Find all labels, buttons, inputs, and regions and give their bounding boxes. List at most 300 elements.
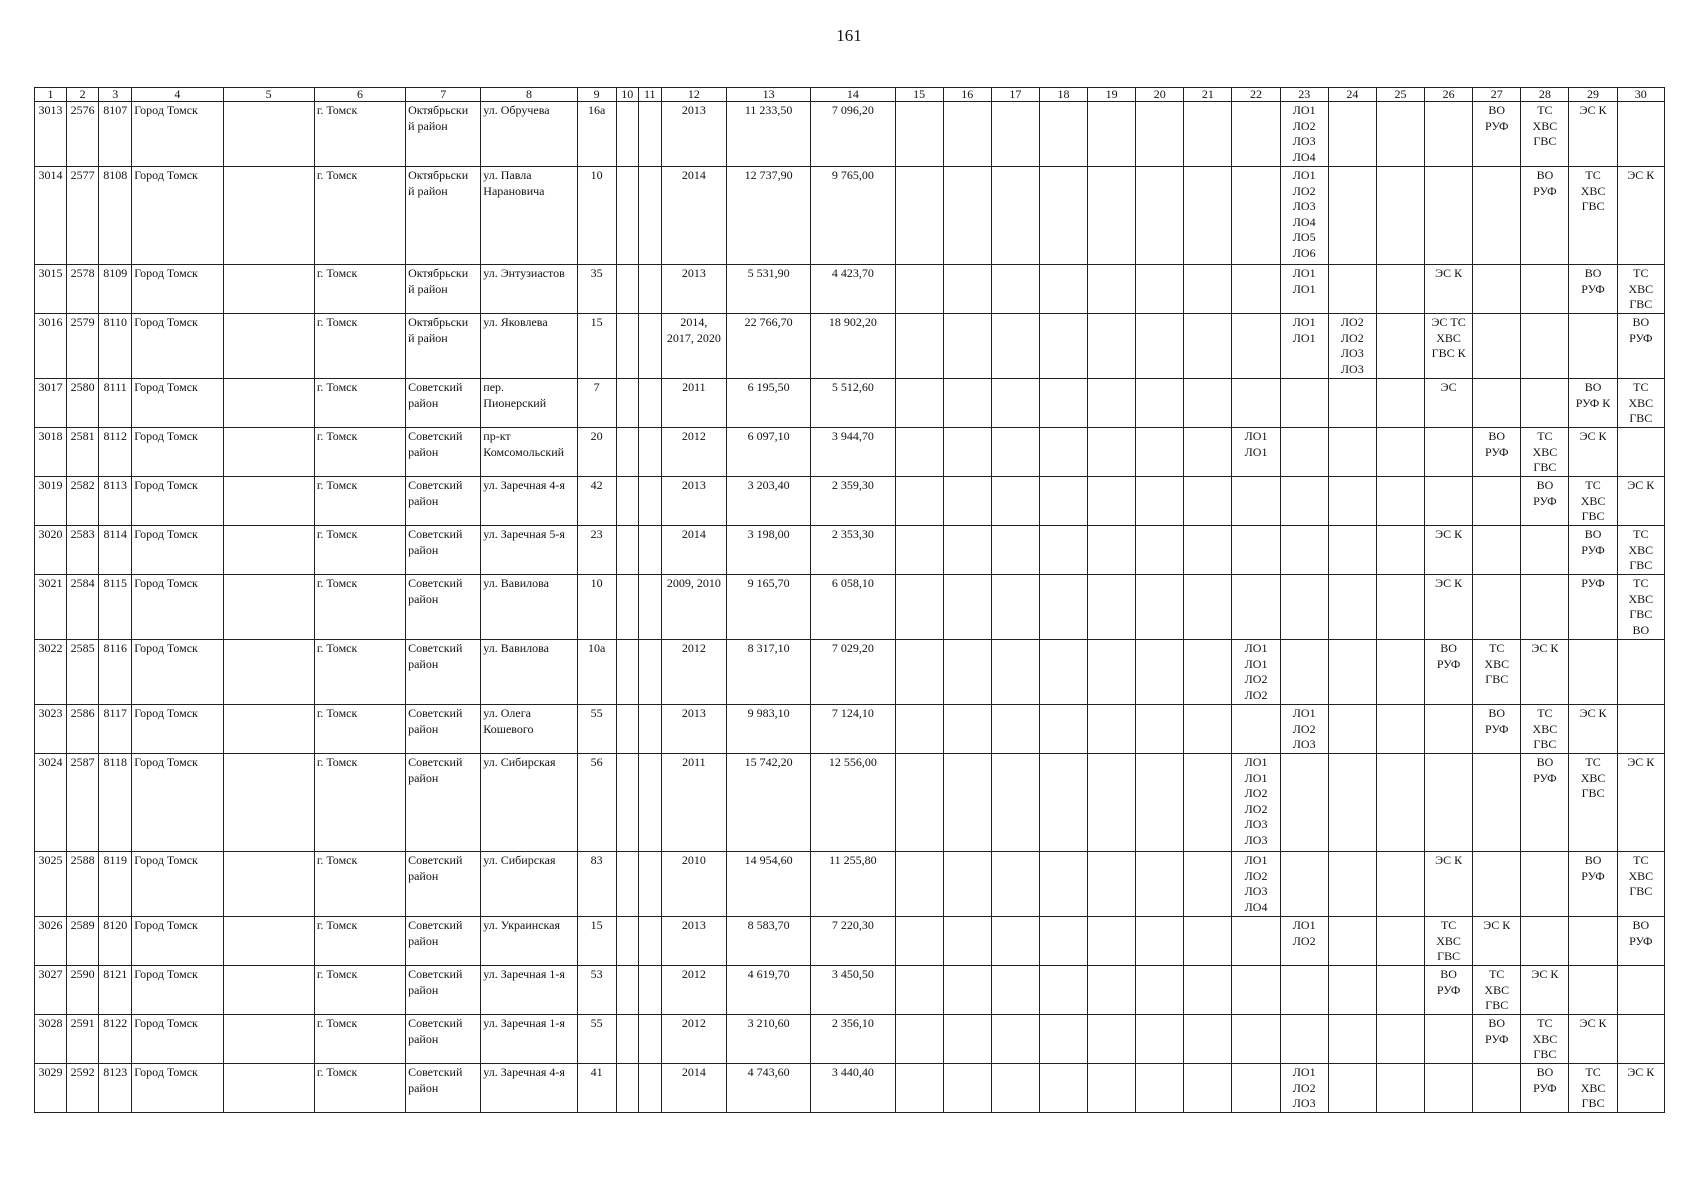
cell-col-3: 8107 bbox=[99, 102, 132, 167]
cell-col-13: 6 195,50 bbox=[727, 379, 811, 428]
cell-col-7: Советский район bbox=[406, 1015, 481, 1064]
cell-col-18 bbox=[1039, 167, 1087, 265]
cell-col-3: 8108 bbox=[99, 167, 132, 265]
cell-col-28: ВО РУФ bbox=[1521, 754, 1569, 852]
cell-col-1: 3023 bbox=[35, 705, 67, 754]
cell-col-29: ЭС К bbox=[1569, 705, 1617, 754]
cell-col-27: ВО РУФ bbox=[1473, 428, 1521, 477]
cell-col-25 bbox=[1376, 754, 1424, 852]
cell-col-8: ул. Сибирская bbox=[481, 754, 577, 852]
cell-col-25 bbox=[1376, 314, 1424, 379]
cell-col-24 bbox=[1328, 966, 1376, 1015]
cell-col-30: ТС ХВС ГВС bbox=[1617, 265, 1664, 314]
cell-col-24 bbox=[1328, 852, 1376, 917]
cell-col-30: ТС ХВС ГВС bbox=[1617, 852, 1664, 917]
cell-col-5 bbox=[223, 1015, 314, 1064]
cell-col-24 bbox=[1328, 1064, 1376, 1113]
cell-col-21 bbox=[1184, 314, 1232, 379]
cell-col-7: Октябрьски й район bbox=[406, 265, 481, 314]
cell-col-8: ул. Заречная 4-я bbox=[481, 1064, 577, 1113]
column-header-4: 4 bbox=[132, 88, 223, 102]
cell-col-15 bbox=[895, 917, 943, 966]
cell-col-15 bbox=[895, 477, 943, 526]
cell-col-22: ЛО1 ЛО1 ЛО2 ЛО2 bbox=[1232, 640, 1280, 705]
cell-col-13: 22 766,70 bbox=[727, 314, 811, 379]
cell-col-18 bbox=[1039, 917, 1087, 966]
cell-col-17 bbox=[991, 102, 1039, 167]
cell-col-7: Советский район bbox=[406, 852, 481, 917]
cell-col-14: 2 356,10 bbox=[811, 1015, 895, 1064]
cell-col-13: 4 743,60 bbox=[727, 1064, 811, 1113]
cell-col-4: Город Томск bbox=[132, 1015, 223, 1064]
cell-col-6: г. Томск bbox=[314, 852, 405, 917]
cell-col-9: 41 bbox=[577, 1064, 616, 1113]
cell-col-28 bbox=[1521, 314, 1569, 379]
cell-col-12: 2013 bbox=[661, 917, 726, 966]
table-row bbox=[35, 852, 1665, 917]
cell-col-18 bbox=[1039, 428, 1087, 477]
cell-col-23 bbox=[1280, 477, 1328, 526]
cell-col-14: 11 255,80 bbox=[811, 852, 895, 917]
cell-col-29: ТС ХВС ГВС bbox=[1569, 167, 1617, 265]
cell-col-25 bbox=[1376, 705, 1424, 754]
cell-col-9: 10 bbox=[577, 167, 616, 265]
cell-col-29 bbox=[1569, 917, 1617, 966]
cell-col-23 bbox=[1280, 852, 1328, 917]
cell-col-20 bbox=[1136, 754, 1184, 852]
cell-col-2: 2582 bbox=[67, 477, 99, 526]
cell-col-2: 2588 bbox=[67, 852, 99, 917]
cell-col-22 bbox=[1232, 1064, 1280, 1113]
cell-col-29: ВО РУФ bbox=[1569, 852, 1617, 917]
cell-col-8: ул. Заречная 1-я bbox=[481, 1015, 577, 1064]
cell-col-8: пер. Пионерский bbox=[481, 379, 577, 428]
cell-col-16 bbox=[943, 379, 991, 428]
cell-col-16 bbox=[943, 167, 991, 265]
cell-col-28: ВО РУФ bbox=[1521, 167, 1569, 265]
cell-col-10 bbox=[616, 379, 638, 428]
cell-col-10 bbox=[616, 1064, 638, 1113]
cell-col-23 bbox=[1280, 1015, 1328, 1064]
cell-col-22 bbox=[1232, 477, 1280, 526]
cell-col-17 bbox=[991, 966, 1039, 1015]
cell-col-5 bbox=[223, 966, 314, 1015]
cell-col-21 bbox=[1184, 1015, 1232, 1064]
cell-col-28 bbox=[1521, 265, 1569, 314]
cell-col-17 bbox=[991, 754, 1039, 852]
table-row bbox=[35, 966, 1665, 1015]
cell-col-17 bbox=[991, 1015, 1039, 1064]
cell-col-2: 2576 bbox=[67, 102, 99, 167]
cell-col-7: Советский район bbox=[406, 379, 481, 428]
cell-col-9: 55 bbox=[577, 705, 616, 754]
cell-col-1: 3017 bbox=[35, 379, 67, 428]
cell-col-18 bbox=[1039, 526, 1087, 575]
cell-col-19 bbox=[1088, 1064, 1136, 1113]
cell-col-18 bbox=[1039, 640, 1087, 705]
cell-col-10 bbox=[616, 754, 638, 852]
cell-col-9: 42 bbox=[577, 477, 616, 526]
cell-col-2: 2584 bbox=[67, 575, 99, 640]
cell-col-4: Город Томск bbox=[132, 167, 223, 265]
cell-col-4: Город Томск bbox=[132, 1064, 223, 1113]
cell-col-9: 83 bbox=[577, 852, 616, 917]
cell-col-8: ул. Олега Кошевого bbox=[481, 705, 577, 754]
cell-col-6: г. Томск bbox=[314, 966, 405, 1015]
cell-col-24 bbox=[1328, 575, 1376, 640]
cell-col-22 bbox=[1232, 167, 1280, 265]
cell-col-22 bbox=[1232, 575, 1280, 640]
cell-col-17 bbox=[991, 852, 1039, 917]
cell-col-11 bbox=[638, 1064, 661, 1113]
cell-col-28 bbox=[1521, 575, 1569, 640]
cell-col-20 bbox=[1136, 477, 1184, 526]
cell-col-15 bbox=[895, 575, 943, 640]
cell-col-12: 2012 bbox=[661, 428, 726, 477]
cell-col-10 bbox=[616, 640, 638, 705]
cell-col-30: ЭС К bbox=[1617, 1064, 1664, 1113]
cell-col-20 bbox=[1136, 265, 1184, 314]
cell-col-24 bbox=[1328, 526, 1376, 575]
cell-col-23: ЛО1 ЛО1 bbox=[1280, 314, 1328, 379]
cell-col-29: ЭС К bbox=[1569, 1015, 1617, 1064]
cell-col-13: 9 165,70 bbox=[727, 575, 811, 640]
cell-col-16 bbox=[943, 966, 991, 1015]
cell-col-17 bbox=[991, 640, 1039, 705]
cell-col-25 bbox=[1376, 1064, 1424, 1113]
cell-col-9: 10 bbox=[577, 575, 616, 640]
cell-col-27: ВО РУФ bbox=[1473, 102, 1521, 167]
cell-col-19 bbox=[1088, 428, 1136, 477]
column-header-24: 24 bbox=[1328, 88, 1376, 102]
cell-col-23 bbox=[1280, 754, 1328, 852]
cell-col-15 bbox=[895, 966, 943, 1015]
cell-col-9: 53 bbox=[577, 966, 616, 1015]
cell-col-12: 2009, 2010 bbox=[661, 575, 726, 640]
cell-col-26: ЭС К bbox=[1425, 852, 1473, 917]
cell-col-19 bbox=[1088, 102, 1136, 167]
cell-col-18 bbox=[1039, 852, 1087, 917]
cell-col-28 bbox=[1521, 379, 1569, 428]
cell-col-3: 8122 bbox=[99, 1015, 132, 1064]
cell-col-28: ЭС К bbox=[1521, 966, 1569, 1015]
cell-col-23: ЛО1 ЛО2 ЛО3 ЛО4 ЛО5 ЛО6 bbox=[1280, 167, 1328, 265]
cell-col-26: ВО РУФ bbox=[1425, 640, 1473, 705]
cell-col-30 bbox=[1617, 428, 1664, 477]
cell-col-25 bbox=[1376, 265, 1424, 314]
cell-col-3: 8115 bbox=[99, 575, 132, 640]
cell-col-2: 2589 bbox=[67, 917, 99, 966]
cell-col-12: 2014, 2017, 2020 bbox=[661, 314, 726, 379]
cell-col-20 bbox=[1136, 640, 1184, 705]
cell-col-24 bbox=[1328, 265, 1376, 314]
cell-col-8: ул. Сибирская bbox=[481, 852, 577, 917]
cell-col-4: Город Томск bbox=[132, 526, 223, 575]
cell-col-17 bbox=[991, 526, 1039, 575]
cell-col-10 bbox=[616, 428, 638, 477]
cell-col-23: ЛО1 ЛО2 ЛО3 ЛО4 bbox=[1280, 102, 1328, 167]
cell-col-27 bbox=[1473, 379, 1521, 428]
cell-col-5 bbox=[223, 575, 314, 640]
cell-col-6: г. Томск bbox=[314, 428, 405, 477]
cell-col-24 bbox=[1328, 705, 1376, 754]
cell-col-29: ТС ХВС ГВС bbox=[1569, 754, 1617, 852]
cell-col-5 bbox=[223, 477, 314, 526]
cell-col-3: 8111 bbox=[99, 379, 132, 428]
table-body bbox=[35, 102, 1665, 1113]
cell-col-15 bbox=[895, 102, 943, 167]
cell-col-25 bbox=[1376, 102, 1424, 167]
cell-col-1: 3022 bbox=[35, 640, 67, 705]
cell-col-10 bbox=[616, 477, 638, 526]
column-header-9: 9 bbox=[577, 88, 616, 102]
cell-col-26 bbox=[1425, 705, 1473, 754]
column-header-6: 6 bbox=[314, 88, 405, 102]
cell-col-5 bbox=[223, 265, 314, 314]
cell-col-28: ТС ХВС ГВС bbox=[1521, 1015, 1569, 1064]
cell-col-6: г. Томск bbox=[314, 917, 405, 966]
cell-col-6: г. Томск bbox=[314, 167, 405, 265]
cell-col-6: г. Томск bbox=[314, 526, 405, 575]
table-row bbox=[35, 102, 1665, 167]
cell-col-4: Город Томск bbox=[132, 917, 223, 966]
cell-col-8: ул. Заречная 4-я bbox=[481, 477, 577, 526]
cell-col-11 bbox=[638, 917, 661, 966]
cell-col-19 bbox=[1088, 575, 1136, 640]
cell-col-27 bbox=[1473, 575, 1521, 640]
cell-col-16 bbox=[943, 917, 991, 966]
cell-col-21 bbox=[1184, 102, 1232, 167]
cell-col-18 bbox=[1039, 575, 1087, 640]
cell-col-11 bbox=[638, 167, 661, 265]
cell-col-17 bbox=[991, 379, 1039, 428]
cell-col-12: 2012 bbox=[661, 640, 726, 705]
cell-col-20 bbox=[1136, 526, 1184, 575]
cell-col-25 bbox=[1376, 640, 1424, 705]
cell-col-29: ВО РУФ К bbox=[1569, 379, 1617, 428]
table-row bbox=[35, 705, 1665, 754]
cell-col-9: 23 bbox=[577, 526, 616, 575]
cell-col-28: ТС ХВС ГВС bbox=[1521, 705, 1569, 754]
cell-col-14: 3 944,70 bbox=[811, 428, 895, 477]
column-header-30: 30 bbox=[1617, 88, 1664, 102]
table-row bbox=[35, 428, 1665, 477]
cell-col-25 bbox=[1376, 1015, 1424, 1064]
cell-col-6: г. Томск bbox=[314, 265, 405, 314]
cell-col-26 bbox=[1425, 167, 1473, 265]
cell-col-16 bbox=[943, 428, 991, 477]
cell-col-18 bbox=[1039, 1015, 1087, 1064]
cell-col-20 bbox=[1136, 1064, 1184, 1113]
cell-col-27: ВО РУФ bbox=[1473, 705, 1521, 754]
cell-col-22 bbox=[1232, 526, 1280, 575]
cell-col-10 bbox=[616, 102, 638, 167]
cell-col-4: Город Томск bbox=[132, 852, 223, 917]
cell-col-20 bbox=[1136, 966, 1184, 1015]
cell-col-3: 8117 bbox=[99, 705, 132, 754]
cell-col-11 bbox=[638, 477, 661, 526]
cell-col-23 bbox=[1280, 379, 1328, 428]
cell-col-2: 2577 bbox=[67, 167, 99, 265]
cell-col-3: 8118 bbox=[99, 754, 132, 852]
column-header-5: 5 bbox=[223, 88, 314, 102]
cell-col-27 bbox=[1473, 1064, 1521, 1113]
cell-col-3: 8121 bbox=[99, 966, 132, 1015]
cell-col-14: 5 512,60 bbox=[811, 379, 895, 428]
cell-col-9: 10а bbox=[577, 640, 616, 705]
cell-col-26: ЭС К bbox=[1425, 265, 1473, 314]
cell-col-2: 2592 bbox=[67, 1064, 99, 1113]
cell-col-15 bbox=[895, 1064, 943, 1113]
cell-col-26 bbox=[1425, 428, 1473, 477]
cell-col-14: 7 029,20 bbox=[811, 640, 895, 705]
cell-col-8: ул. Энтузиастов bbox=[481, 265, 577, 314]
cell-col-1: 3027 bbox=[35, 966, 67, 1015]
cell-col-30 bbox=[1617, 102, 1664, 167]
cell-col-18 bbox=[1039, 705, 1087, 754]
cell-col-1: 3025 bbox=[35, 852, 67, 917]
column-header-17: 17 bbox=[991, 88, 1039, 102]
cell-col-19 bbox=[1088, 640, 1136, 705]
cell-col-13: 5 531,90 bbox=[727, 265, 811, 314]
cell-col-30 bbox=[1617, 966, 1664, 1015]
cell-col-26 bbox=[1425, 754, 1473, 852]
cell-col-12: 2013 bbox=[661, 265, 726, 314]
cell-col-8: ул. Обручева bbox=[481, 102, 577, 167]
cell-col-27 bbox=[1473, 477, 1521, 526]
cell-col-25 bbox=[1376, 526, 1424, 575]
cell-col-11 bbox=[638, 265, 661, 314]
column-header-7: 7 bbox=[406, 88, 481, 102]
cell-col-4: Город Томск bbox=[132, 705, 223, 754]
cell-col-14: 18 902,20 bbox=[811, 314, 895, 379]
cell-col-19 bbox=[1088, 754, 1136, 852]
cell-col-18 bbox=[1039, 966, 1087, 1015]
cell-col-3: 8110 bbox=[99, 314, 132, 379]
cell-col-9: 56 bbox=[577, 754, 616, 852]
cell-col-7: Советский район bbox=[406, 575, 481, 640]
cell-col-9: 15 bbox=[577, 917, 616, 966]
cell-col-22: ЛО1 ЛО2 ЛО3 ЛО4 bbox=[1232, 852, 1280, 917]
cell-col-5 bbox=[223, 314, 314, 379]
cell-col-23 bbox=[1280, 966, 1328, 1015]
cell-col-1: 3021 bbox=[35, 575, 67, 640]
cell-col-8: ул. Павла Нарановича bbox=[481, 167, 577, 265]
cell-col-20 bbox=[1136, 102, 1184, 167]
cell-col-5 bbox=[223, 852, 314, 917]
cell-col-7: Советский район bbox=[406, 1064, 481, 1113]
cell-col-15 bbox=[895, 379, 943, 428]
cell-col-6: г. Томск bbox=[314, 575, 405, 640]
cell-col-6: г. Томск bbox=[314, 379, 405, 428]
cell-col-8: ул. Украинская bbox=[481, 917, 577, 966]
cell-col-1: 3028 bbox=[35, 1015, 67, 1064]
column-header-23: 23 bbox=[1280, 88, 1328, 102]
cell-col-2: 2585 bbox=[67, 640, 99, 705]
column-header-20: 20 bbox=[1136, 88, 1184, 102]
cell-col-16 bbox=[943, 1015, 991, 1064]
cell-col-26: ЭС bbox=[1425, 379, 1473, 428]
cell-col-8: ул. Вавилова bbox=[481, 575, 577, 640]
cell-col-7: Советский район bbox=[406, 754, 481, 852]
cell-col-11 bbox=[638, 1015, 661, 1064]
housing-register-table bbox=[34, 87, 1665, 1113]
cell-col-19 bbox=[1088, 852, 1136, 917]
cell-col-24 bbox=[1328, 379, 1376, 428]
cell-col-15 bbox=[895, 526, 943, 575]
cell-col-2: 2586 bbox=[67, 705, 99, 754]
cell-col-2: 2587 bbox=[67, 754, 99, 852]
column-header-1: 1 bbox=[35, 88, 67, 102]
cell-col-15 bbox=[895, 314, 943, 379]
cell-col-2: 2579 bbox=[67, 314, 99, 379]
cell-col-11 bbox=[638, 705, 661, 754]
cell-col-21 bbox=[1184, 1064, 1232, 1113]
cell-col-3: 8114 bbox=[99, 526, 132, 575]
cell-col-28: ТС ХВС ГВС bbox=[1521, 102, 1569, 167]
cell-col-5 bbox=[223, 754, 314, 852]
cell-col-20 bbox=[1136, 314, 1184, 379]
cell-col-17 bbox=[991, 428, 1039, 477]
cell-col-30: ЭС К bbox=[1617, 167, 1664, 265]
cell-col-7: Советский район bbox=[406, 966, 481, 1015]
cell-col-7: Советский район bbox=[406, 477, 481, 526]
cell-col-14: 9 765,00 bbox=[811, 167, 895, 265]
cell-col-19 bbox=[1088, 265, 1136, 314]
cell-col-1: 3018 bbox=[35, 428, 67, 477]
cell-col-23: ЛО1 ЛО2 ЛО3 bbox=[1280, 1064, 1328, 1113]
cell-col-18 bbox=[1039, 1064, 1087, 1113]
table-row bbox=[35, 575, 1665, 640]
cell-col-7: Советский район bbox=[406, 917, 481, 966]
cell-col-19 bbox=[1088, 526, 1136, 575]
cell-col-14: 3 450,50 bbox=[811, 966, 895, 1015]
cell-col-21 bbox=[1184, 852, 1232, 917]
table-row bbox=[35, 379, 1665, 428]
cell-col-9: 15 bbox=[577, 314, 616, 379]
table-row bbox=[35, 314, 1665, 379]
cell-col-13: 8 317,10 bbox=[727, 640, 811, 705]
cell-col-14: 4 423,70 bbox=[811, 265, 895, 314]
cell-col-9: 16а bbox=[577, 102, 616, 167]
cell-col-7: Советский район bbox=[406, 640, 481, 705]
cell-col-15 bbox=[895, 754, 943, 852]
cell-col-6: г. Томск bbox=[314, 1064, 405, 1113]
cell-col-6: г. Томск bbox=[314, 314, 405, 379]
cell-col-20 bbox=[1136, 575, 1184, 640]
cell-col-13: 14 954,60 bbox=[727, 852, 811, 917]
cell-col-17 bbox=[991, 265, 1039, 314]
cell-col-2: 2580 bbox=[67, 379, 99, 428]
cell-col-11 bbox=[638, 966, 661, 1015]
cell-col-28 bbox=[1521, 852, 1569, 917]
cell-col-17 bbox=[991, 575, 1039, 640]
cell-col-19 bbox=[1088, 314, 1136, 379]
cell-col-26: ЭС К bbox=[1425, 526, 1473, 575]
cell-col-27: ТС ХВС ГВС bbox=[1473, 640, 1521, 705]
cell-col-18 bbox=[1039, 314, 1087, 379]
cell-col-5 bbox=[223, 1064, 314, 1113]
cell-col-20 bbox=[1136, 705, 1184, 754]
cell-col-11 bbox=[638, 102, 661, 167]
cell-col-22: ЛО1 ЛО1 bbox=[1232, 428, 1280, 477]
cell-col-27 bbox=[1473, 754, 1521, 852]
cell-col-22 bbox=[1232, 1015, 1280, 1064]
cell-col-15 bbox=[895, 640, 943, 705]
cell-col-5 bbox=[223, 640, 314, 705]
cell-col-21 bbox=[1184, 526, 1232, 575]
cell-col-16 bbox=[943, 1064, 991, 1113]
